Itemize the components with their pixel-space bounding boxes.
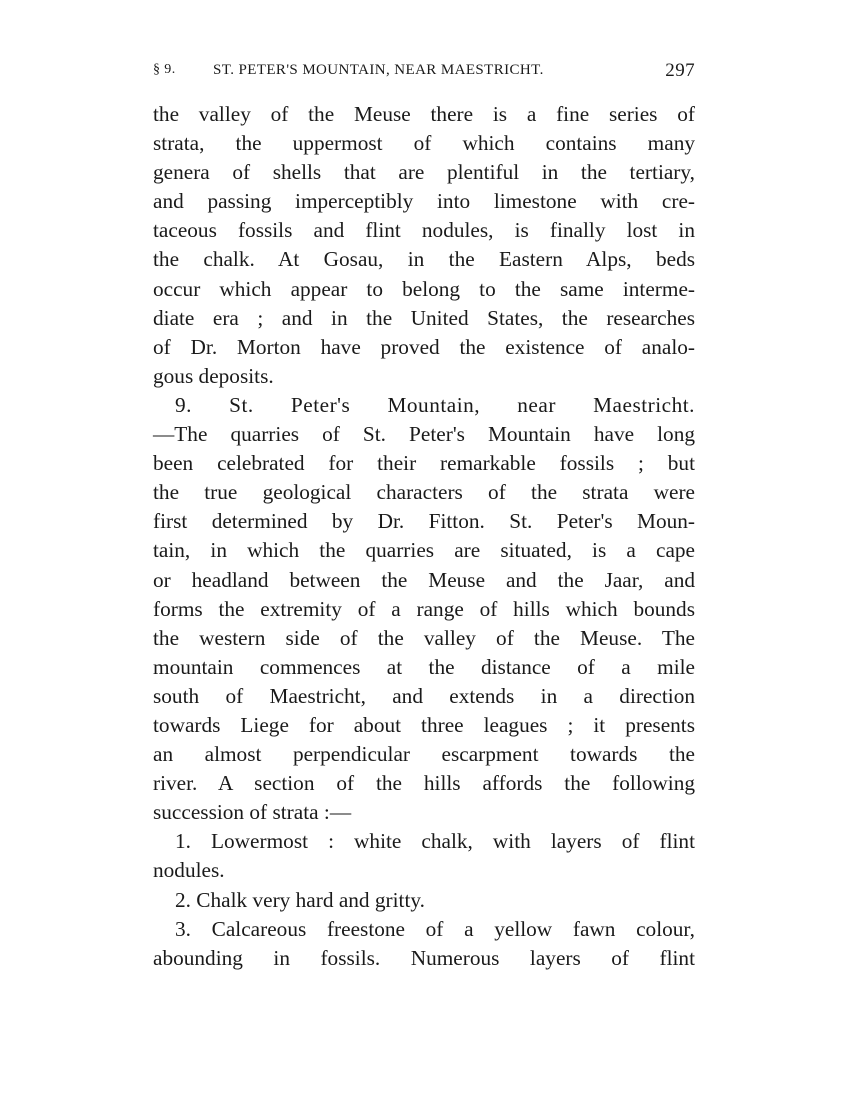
text-line: succession of strata :— — [153, 800, 352, 825]
text-line: nodules. — [153, 858, 225, 883]
text-line: forms the extremity of a range of hills which bounds — [153, 596, 695, 621]
list-item-line: 2. Chalk very hard and gritty. — [175, 887, 425, 912]
running-head — [153, 60, 695, 88]
text-line: river. A section of the hills affords the following — [153, 771, 695, 796]
text-line: gous deposits. — [153, 363, 274, 388]
text-line: mountain commences at the distance of a mile — [153, 654, 695, 679]
text-line: south of Maestricht, and extends in a direction — [153, 683, 695, 708]
book-page — [153, 0, 695, 1100]
text-line: occur which appear to belong to the same interme- — [153, 276, 695, 301]
page-number: 297 — [665, 60, 695, 81]
text-line: the valley of the Meuse there is a fine series of — [153, 102, 695, 126]
text-line: diate era ; and in the United States, the researches — [153, 305, 695, 330]
text-line: the true geological characters of the strata were — [153, 480, 695, 505]
text-line: or headland between the Meuse and the Jaar, and — [153, 567, 695, 592]
text-line: been celebrated for their remarkable fossils ; but — [153, 451, 695, 476]
text-line: tain, in which the quarries are situated, is a cape — [153, 538, 695, 563]
text-line: taceous fossils and flint nodules, is finally lost in — [153, 218, 695, 243]
text-line: the chalk. At Gosau, in the Eastern Alps, beds — [153, 247, 695, 272]
text-line: abounding in fossils. Numerous layers of flint — [153, 945, 695, 970]
list-item-line: 3. Calcareous freestone of a yellow fawn colour, — [175, 916, 695, 941]
text-line: of Dr. Morton have proved the existence of analo- — [153, 334, 695, 359]
text-line: strata, the uppermost of which contains many — [153, 131, 695, 156]
text-line: first determined by Dr. Fitton. St. Peter's Moun- — [153, 509, 695, 534]
text-line: an almost perpendicular escarpment towards the — [153, 742, 695, 767]
text-line: towards Liege for about three leagues ; it presents — [153, 712, 695, 737]
body-text — [153, 100, 695, 973]
section-number: § 9. — [153, 62, 176, 77]
text-line: the western side of the valley of the Meuse. The — [153, 625, 695, 650]
text-line: genera of shells that are plentiful in the tertiary, — [153, 160, 695, 185]
text-line: and passing imperceptibly into limestone with cre- — [153, 189, 695, 214]
text-line: —The quarries of St. Peter's Mountain have long — [153, 422, 695, 447]
running-title: ST. PETER'S MOUNTAIN, NEAR MAESTRICHT. — [213, 62, 544, 78]
list-item-line: 1. Lowermost : white chalk, with layers of flint — [175, 829, 695, 854]
section-heading-line: 9. St. Peter's Mountain, near Maestricht. — [175, 392, 695, 417]
